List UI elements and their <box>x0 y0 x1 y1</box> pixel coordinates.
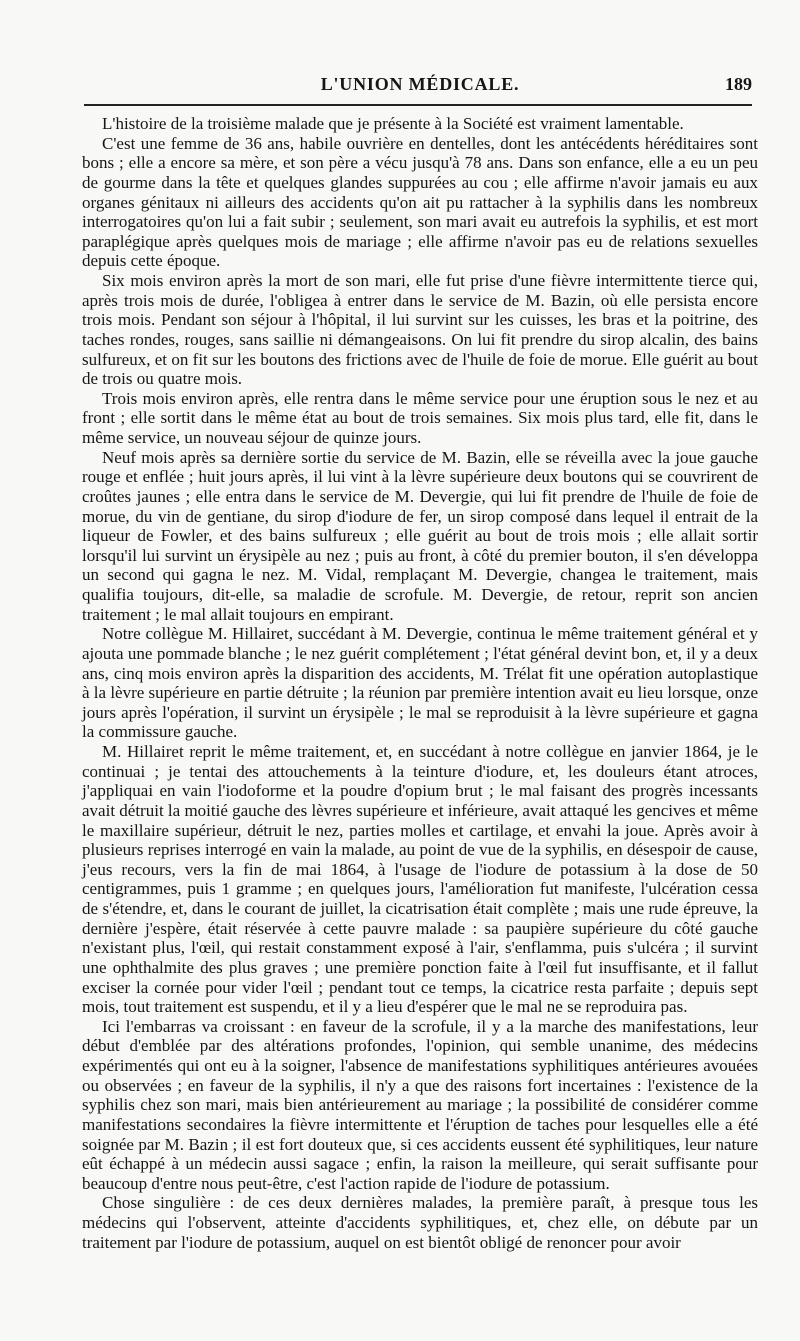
paragraph-conclusion: Chose singulière : de ces deux dernières malades, la première paraît, à presque tous les médecins qui l'observent, atteinte d'accidents syphilitiques, et, chez elle, on débute par un traitement par l'iodure de potassium, auquel on est bientôt obligé de renoncer pour avoir <box>82 1193 758 1252</box>
paragraph-hillairet: Notre collègue M. Hillairet, succédant à M. Devergie, continua le même traitement général et y ajouta une pommade blanche ; le nez guérit complétement ; l'état général devint bon, et, il y a deux ans, cinq mois environ après la disparition des accidents, M. Trélat fit une opération autoplastique à la lèvre supérieure en partie détruite ; la réunion par première intention avait eu lieu lorsque, onze jours après l'opération, il survint un érysipèle ; le mal se reproduisit à la lèvre supérieure et gagna la commissure gauche. <box>82 624 758 742</box>
paragraph-intro: L'histoire de la troisième malade que je présente à la Société est vraiment lamentable. <box>102 114 684 133</box>
article-body <box>82 114 758 1252</box>
paragraph-diagnosis: Ici l'embarras va croissant : en faveur de la scrofule, il y a la marche des manifestations, leur début d'emblée par des altérations profondes, l'opinion, qui semble unanime, des médecins expérimentés qui ont eu à la soigner, l'absence de manifestations syphilitiques antérieures avouées ou observées ; en faveur de la syphilis, il n'y a que des raisons fort incertaines : l'existence de la syphilis chez son mari, mais bien antérieurement au mariage ; la possibilité de considérer comme manifestations secondaires la fièvre intermittente et l'éruption de taches pour lesquelles elle a été soignée par M. Bazin ; il est fort douteux que, si ces accidents eussent été syphilitiques, leur nature eût échappé à un médecin aussi sagace ; enfin, la raison la meilleure, qui serait suffisante pour beaucoup d'entre nous peut-être, c'est l'action rapide de l'iodure de potassium. <box>82 1016 758 1193</box>
paragraph-history: C'est une femme de 36 ans, habile ouvrière en dentelles, dont les antécédents héréditaires sont bons ; elle a encore sa mère, et son père a vécu jusqu'à 78 ans. Dans son enfance, elle a eu un peu de gourme dans la tête et quelques glandes suppurées au cou ; elle affirme n'avoir jamais eu aux organes génitaux ni ailleurs des accidents qu'on ait pu rattacher à la syphilis dans les nombreux interrogatoires qu'on lui a fait subir ; seulement, son mari avait eu autrefois la syphilis, et est mort paraplégique après quelques mois de mariage ; elle affirme n'avoir pas eu de relations sexuelles depuis cette époque. <box>82 133 758 271</box>
paragraph-devergie: Neuf mois après sa dernière sortie du service de M. Bazin, elle se réveilla avec la joue gauche rouge et enflée ; huit jours après, il lui vint à la lèvre supérieure deux boutons qui se couvrirent de croûtes jaunes ; elle entra dans le service de M. Devergie, qui lui fit prendre de l'huile de foie de morue, du vin de gentiane, du sirop d'iodure de fer, un sirop composé dans lequel il entrait de la liqueur de Fowler, et des bains sulfureux ; elle guérit au bout de trois mois ; elle allait sortir lorsqu'il lui survint un érysipèle au nez ; puis au front, à côté du premier bouton, il s'en développa un second qui gagna le nez. M. Vidal, remplaçant M. Devergie, changea le traitement, mais qualifia toujours, dit-elle, sa maladie de scrofule. M. Devergie, de retour, reprit son ancien traitement ; le mal allait toujours en empirant. <box>82 447 758 624</box>
paragraph-fever: Six mois environ après la mort de son mari, elle fut prise d'une fièvre intermittente tierce qui, après trois mois de durée, l'obligea à entrer dans le service de M. Bazin, où elle persista encore trois mois. Pendant son séjour à l'hôpital, il lui survint sur les cuisses, les bras et la poitrine, des taches rondes, rouges, sans saillie ni démangeaisons. On lui fit prendre du sirop alcalin, des bains sulfureux, et on fit sur les boutons des frictions avec de l'huile de foie de morue. Elle guérit au bout de trois ou quatre mois. <box>82 271 758 389</box>
header-rule <box>84 104 752 106</box>
page-number: 189 <box>725 74 752 94</box>
paragraph-eruption: Trois mois environ après, elle rentra dans le même service pour une éruption sous le nez et au front ; elle sortit dans le même état au bout de trois semaines. Six mois plus tard, elle fit, dans le même service, un nouveau séjour de quinze jours. <box>82 388 758 447</box>
journal-title: L'UNION MÉDICALE. <box>320 74 520 94</box>
paragraph-treatment: M. Hillairet reprit le même traitement, et, en succédant à notre collègue en janvier 1864, je le continuai ; je tentai des attouchements à la teinture d'iodure, et, les douleurs étant atroces, j'appliquai en vain l'iodoforme et la poudre d'opium brut ; le mal faisant des progrès incessants avait détruit la moitié gauche des lèvres supérieure et inférieure, avait attaqué les gencives et même le maxillaire supérieur, détruit le nez, parties molles et cartilage, et envahi la joue. Après avoir à plusieurs reprises interrogé en vain la malade, au point de vue de la syphilis, en désespoir de cause, j'eus recours, vers la fin de mai 1864, à l'usage de l'iodure de potassium à la dose de 50 centigrammes, puis 1 gramme ; en quelques jours, l'amélioration fut manifeste, l'ulcération cessa de s'étendre, et, dans le courant de juillet, la cicatrisation était complète ; mais une rude épreuve, la dernière j'espère, était réservée à cette pauvre malade : sa paupière supérieure du côté gauche n'existant plus, l'œil, qui restait constamment exposé à l'air, s'enflamma, puis s'ulcéra ; il survint une ophthalmite des plus graves ; une première ponction faite à l'œil fut insuffisante, et il fallut exciser la cornée pour vider l'œil ; pendant tout ce temps, la cicatrice resta parfaite ; depuis sept mois, tout traitement est suspendu, et il y a lieu d'espérer que le mal ne se reproduira pas. <box>82 742 758 1017</box>
running-header <box>82 74 758 100</box>
